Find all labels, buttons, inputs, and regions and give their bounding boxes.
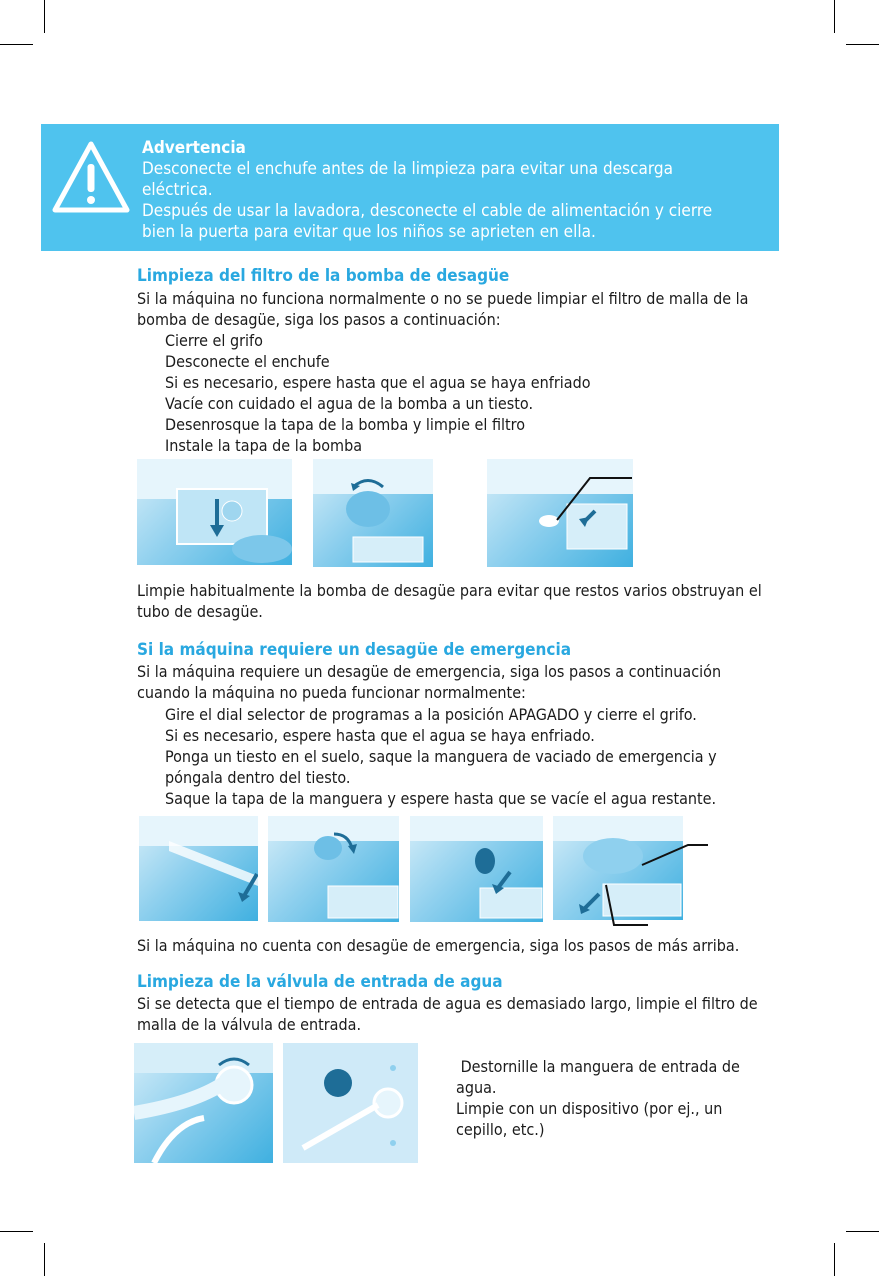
photo-clean-inlet-filter [283, 1043, 418, 1163]
photo-illustration [137, 459, 292, 565]
photo-illustration [283, 1043, 418, 1163]
step-item: Si es necesario, espere hasta que el agua se haya enfriado [165, 373, 591, 392]
crop-mark [44, 0, 45, 33]
warning-line: Desconecte el enchufe antes de la limpieza para evitar una descarga [142, 159, 673, 179]
section-title-emergency-drain: Si la máquina requiere un desagüe de emergencia [137, 640, 572, 660]
section-note: Si la máquina no cuenta con desagüe de emergencia, siga los pasos de más arriba. [137, 936, 740, 955]
step-item: Si es necesario, espere hasta que el agua se haya enfriado. [165, 726, 595, 745]
section-intro: Si se detecta que el tiempo de entrada de agua es demasiado largo, limpie el filtro de malla de la válvula de entrada. [137, 994, 758, 1034]
photo-pull-hose [410, 816, 543, 922]
section-intro: Si la máquina requiere un desagüe de emergencia, siga los pasos a continuación cuando la máquina no pueda funcionar normalmente: [137, 662, 722, 702]
warning-title: Advertencia [142, 138, 246, 158]
photo-open-filter-cover [137, 459, 292, 565]
photo-turn-dial [268, 816, 399, 922]
warning-triangle-icon [49, 138, 133, 218]
photo-open-panel [139, 816, 258, 921]
warning-box [41, 124, 779, 251]
crop-mark [834, 1243, 835, 1276]
crop-mark [44, 1243, 45, 1276]
photo-illustration [410, 816, 543, 922]
warning-line: eléctrica. [142, 180, 213, 200]
step-list [165, 330, 775, 456]
warning-text [142, 138, 772, 243]
section-title-inlet-valve: Limpieza de la válvula de entrada de agua [137, 972, 503, 992]
step-item: Cierre el grifo [165, 331, 263, 350]
photo-unscrew-cap [313, 459, 433, 567]
callout-line [600, 883, 650, 928]
photo-illustration [313, 459, 433, 567]
crop-mark [834, 0, 835, 33]
step-item: Instale la tapa de la bomba [165, 436, 363, 455]
step-item: Desconecte el enchufe [165, 352, 330, 371]
inlet-steps [456, 1056, 766, 1140]
crop-mark [846, 44, 879, 45]
section-intro: Si la máquina no funciona normalmente o no se puede limpiar el filtro de malla de la bomba de desagüe, siga los pasos a continuación: [137, 289, 749, 329]
warning-line: Después de usar la lavadora, desconecte el cable de alimentación y cierre [142, 201, 713, 221]
callout-line [640, 843, 710, 867]
section-note: Limpie habitualmente la bomba de desagüe para evitar que restos varios obstruyan el tubo de desagüe. [137, 581, 762, 621]
callout-line [555, 476, 635, 526]
step-item: Destornille la manguera de entrada de agua. [456, 1057, 745, 1097]
step-list [165, 704, 775, 809]
warning-line: bien la puerta para evitar que los niños se aprieten en ella. [142, 222, 596, 242]
crop-mark [0, 1231, 33, 1232]
section-title-drain-filter: Limpieza del filtro de la bomba de desagüe [137, 266, 510, 286]
step-item: Ponga un tiesto en el suelo, saque la manguera de vaciado de emergencia y póngala dentro del tiesto. [165, 747, 717, 787]
step-item: Gire el dial selector de programas a la posición APAGADO y cierre el grifo. [165, 705, 697, 724]
photo-illustration [139, 816, 258, 921]
step-item: Limpie con un dispositivo (por ej., un cepillo, etc.) [456, 1099, 723, 1139]
photo-illustration [134, 1043, 273, 1163]
step-item: Saque la tapa de la manguera y espere hasta que se vacíe el agua restante. [165, 789, 717, 808]
step-item: Vacíe con cuidado el agua de la bomba a un tiesto. [165, 394, 534, 413]
crop-mark [846, 1231, 879, 1232]
photo-illustration [268, 816, 399, 922]
crop-mark [0, 44, 33, 45]
step-item: Desenrosque la tapa de la bomba y limpie el filtro [165, 415, 526, 434]
photo-unscrew-inlet-hose [134, 1043, 273, 1163]
